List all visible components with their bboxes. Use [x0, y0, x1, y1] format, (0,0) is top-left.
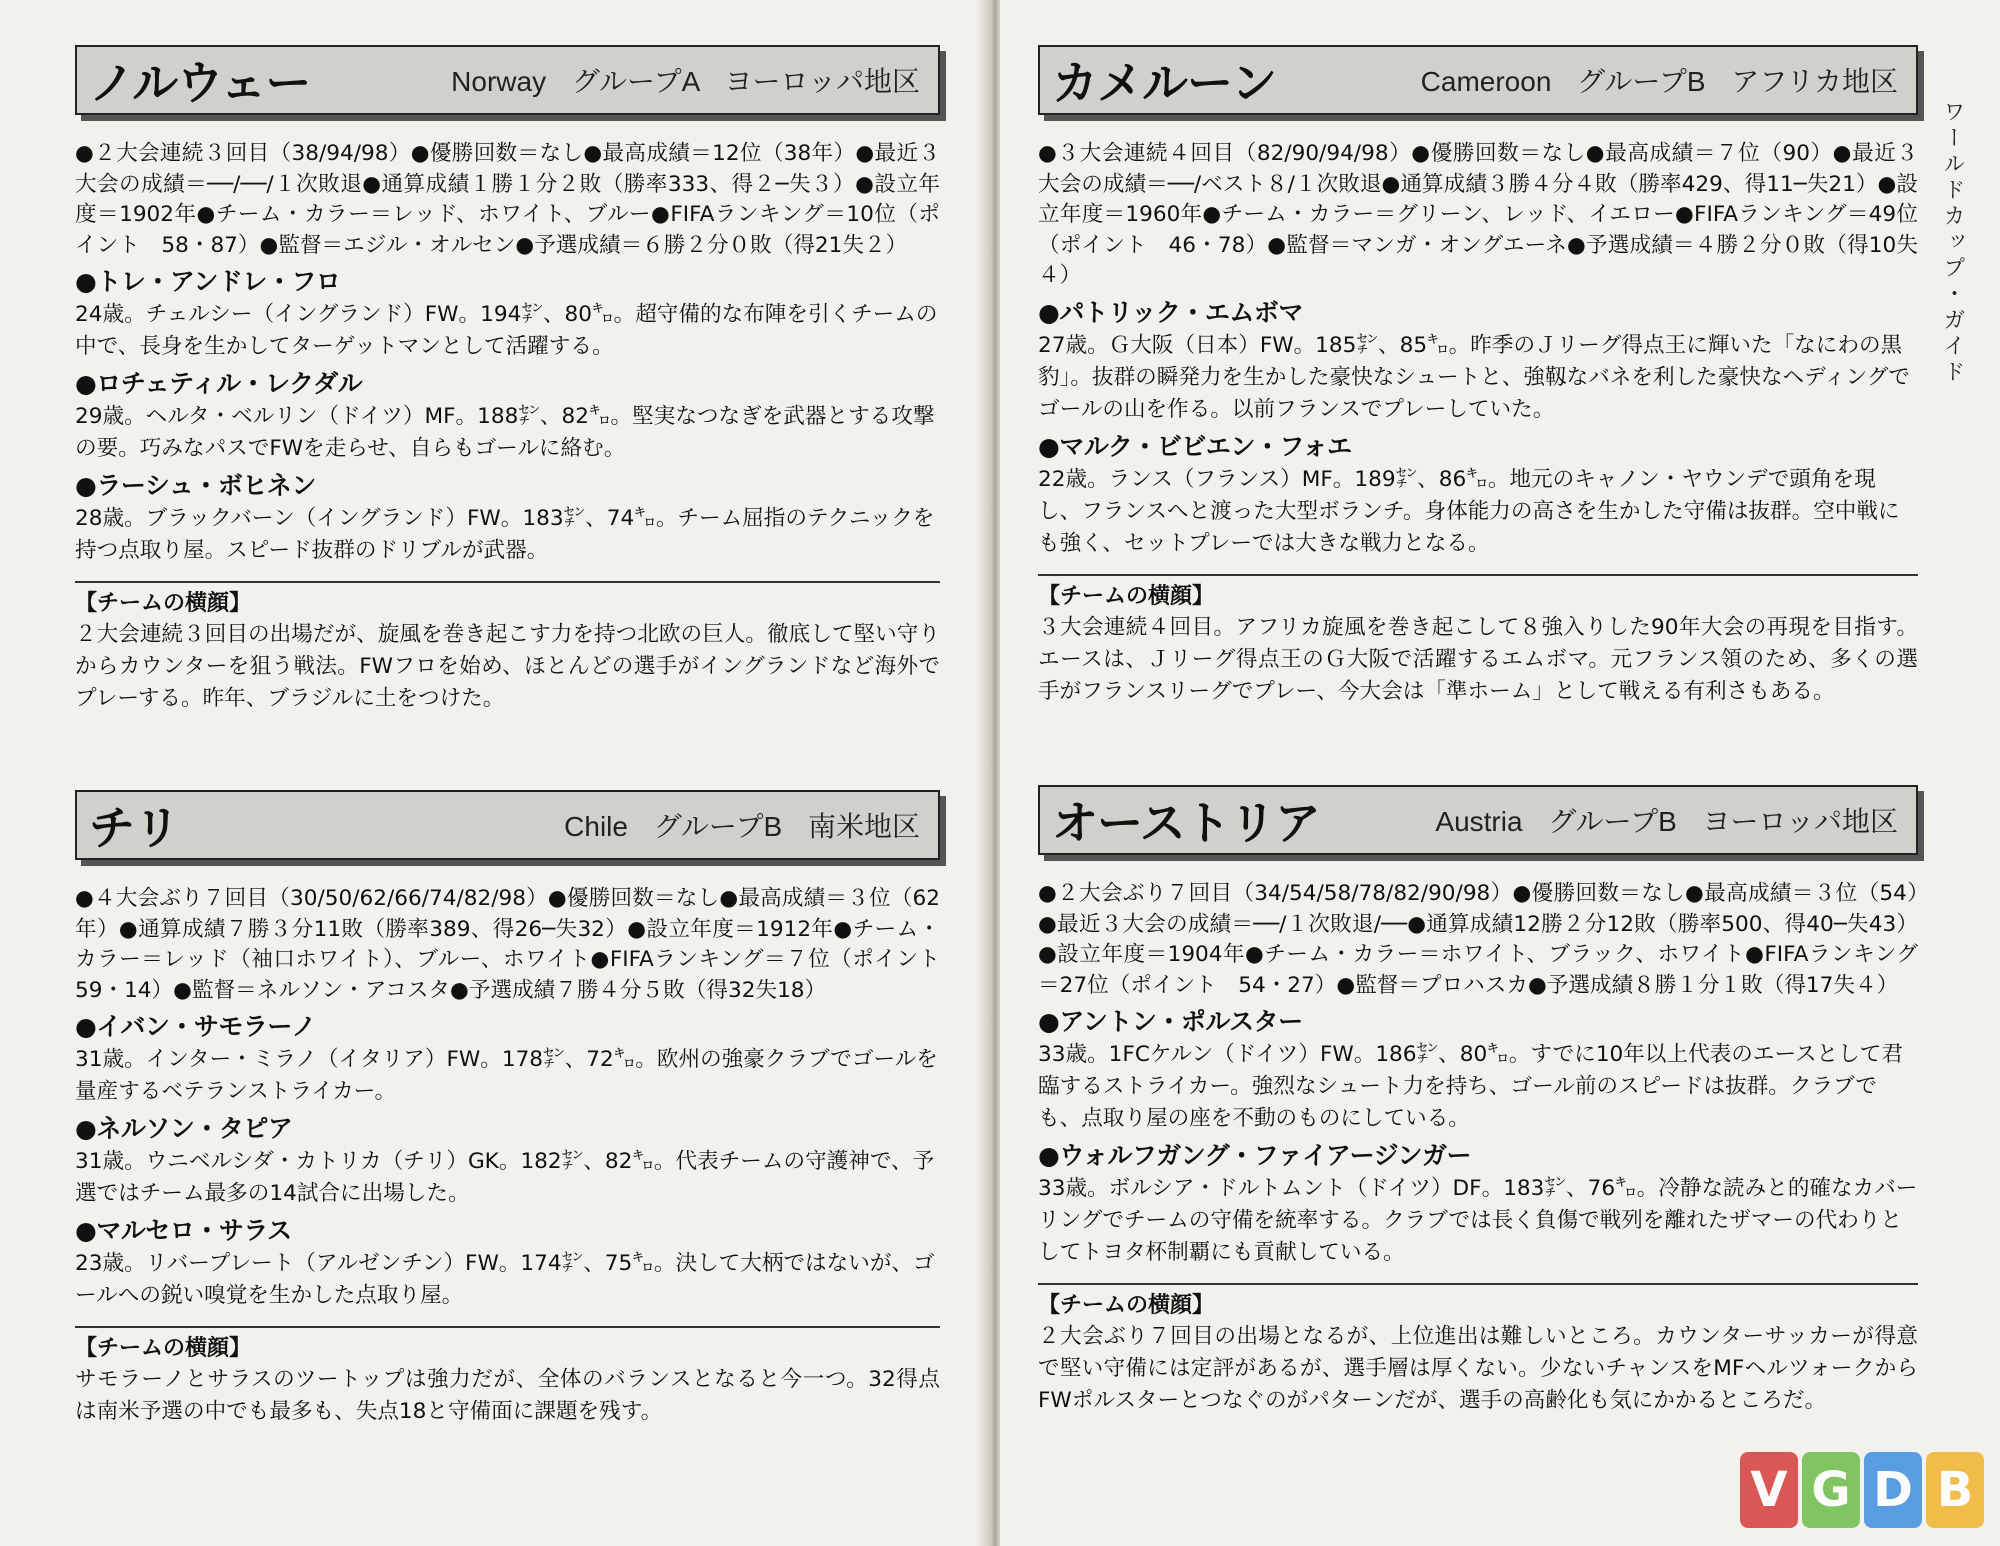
player-name: ●アントン・ポルスター	[1038, 1007, 1303, 1036]
country-name: オーストリア	[1052, 796, 1320, 850]
player-entry	[75, 1214, 940, 1312]
region-label: 南米地区	[807, 811, 920, 842]
player-desc: 22歳。ランス（フランス）MF。189㌢、86㌔。地元のキャノン・ヤウンデで頭角を現し、フランスへと渡った大型ボランチ。身体能力の高さを生かした守備は抜群。空中戦にも強く、セットプレーでは大きな戦力となる。	[1038, 466, 1900, 556]
vgdb-watermark-logo	[1740, 1452, 1984, 1528]
player-desc: 31歳。ウニベルシダ・カトリカ（チリ）GK。182㌢、82㌔。代表チームの守護神で、予選ではチーム最多の14試合に出場した。	[75, 1149, 935, 1206]
player-name: ●パトリック・エムボマ	[1038, 297, 1303, 327]
team-data: ●２大会連続３回目（38/94/98）●優勝回数＝なし●最高成績＝12位（38年）●最近３大会の成績＝──/──/１次敗退●通算成績１勝１分２敗（勝率333、得２─失３）●設立年度＝1902年●チーム・カラー＝レッド、ホワイト、ブルー●FIFAランキング＝10位（ポイント 58・87）●監督＝エジル・オルセン●予選成績＝６勝２分０敗（得21失２）	[75, 141, 940, 258]
team-data: ●２大会ぶり７回目（34/54/58/78/82/90/98）●優勝回数＝なし●最高成績＝３位（54）●最近３大会の成績＝──/１次敗退/──●通算成績12勝２分12敗（勝率500、得40─失43）●設立年度＝1904年●チーム・カラー＝ホワイト、ブラック、ホワイト●FIFAランキング＝27位（ポイント 54・27）●監督＝プロハスカ●予選成績８勝１分１敗（得17失４）	[1038, 881, 1918, 998]
team-profile-text: サモラーノとサラスのツートップは強力だが、全体のバランスとなると今一つ。32得点は南米予選の中でも最多も、失点18と守備面に課題を残す。	[75, 1367, 940, 1424]
player-name: ●ウォルフガング・ファイアージンガー	[1038, 1141, 1471, 1170]
player-entry	[75, 367, 940, 465]
player-entry	[75, 265, 940, 363]
left-page	[0, 0, 985, 1546]
country-info	[546, 805, 920, 845]
country-header-cameroon	[1038, 45, 1918, 115]
right-page	[1000, 0, 2000, 1546]
player-entry	[1038, 296, 1918, 426]
player-desc: 31歳。インター・ミラノ（イタリア）FW。178㌢、72㌔。欧州の強豪クラブでゴールを量産するベテランストライカー。	[75, 1047, 938, 1104]
region-label: ヨーロッパ地区	[724, 66, 920, 97]
player-entry	[1038, 430, 1918, 560]
team-profile	[1038, 574, 1918, 708]
side-running-title: ワールドカップ・ガイド	[1940, 100, 1965, 386]
austria-section	[1038, 785, 1918, 1417]
group-label: グループB	[1577, 66, 1706, 97]
chile-section	[75, 790, 962, 1428]
player-entry	[75, 1112, 940, 1210]
country-info	[433, 60, 920, 100]
country-name: ノルウェー	[89, 56, 311, 110]
country-name: チリ	[89, 801, 179, 855]
country-header-norway	[75, 45, 940, 115]
watermark-letter: D	[1864, 1452, 1922, 1528]
player-desc: 24歳。チェルシー（イングランド）FW。194㌢、80㌔。超守備的な布陣を引くチームの中で、長身を生かしてターゲットマンとして活躍する。	[75, 302, 938, 359]
team-profile-title: 【チームの横顔】	[1038, 583, 1215, 609]
player-desc: 33歳。1FCケルン（ドイツ）FW。186㌢、80㌔。すでに10年以上代表のエースとして君臨するストライカー。強烈なシュート力を持ち、ゴール前のスピードは抜群。クラブでも、点取り屋の座を不動のものにしている。	[1038, 1042, 1903, 1131]
player-entry	[75, 469, 940, 567]
group-label: グループA	[571, 66, 699, 97]
player-name: ●イバン・サモラーノ	[75, 1012, 316, 1041]
team-data: ●４大会ぶり７回目（30/50/62/66/74/82/98）●優勝回数＝なし●最高成績＝３位（62年）●通算成績７勝３分11敗（勝率389、得26─失32）●設立年度＝1912年●チーム・カラー＝レッド（袖口ホワイト）、ブルー、ホワイト●FIFAランキング＝７位（ポイント 59・14）●監督＝ネルソン・アコスタ●予選成績７勝４分５敗（得32失18）	[75, 886, 962, 1003]
player-name: ●ネルソン・タピア	[75, 1114, 293, 1143]
team-profile-text: ２大会ぶり７回目の出場となるが、上位進出は難しいところ。カウンターサッカーが得意で堅い守備には定評があるが、選手層は厚くない。少ないチャンスをMFヘルツォークからFWポルスターとつなぐのがパターンだが、選手の高齢化も気にかかるところだ。	[1038, 1324, 1918, 1413]
player-name: ●マルク・ビビエン・フォエ	[1038, 431, 1352, 461]
team-profile-text: ２大会連続３回目の出場だが、旋風を巻き起こす力を持つ北欧の巨人。徹底して堅い守りからカウンターを狙う戦法。FWフロを始め、ほとんどの選手がイングランドなど海外でプレーする。昨年、ブラジルに土をつけた。	[75, 622, 940, 711]
player-desc: 33歳。ボルシア・ドルトムント（ドイツ）DF。183㌢、76㌔。冷静な読みと的確なカバーリングでチームの守備を統率する。クラブでは長く負傷で戦列を離れたザマーの代わりとしてトヨタ杯制覇にも貢献している。	[1038, 1176, 1918, 1265]
player-name: ●ロチェティル・レクダル	[75, 369, 363, 398]
player-desc: 27歳。Ｇ大阪（日本）FW。185㌢、85㌔。昨季のＪリーグ得点王に輝いた「なにわの黒豹」。抜群の瞬発力を生かした豪快なシュートと、強靱なバネを利した豪快なヘディングでゴールの山を作る。以前フランスでプレーしていた。	[1038, 332, 1910, 422]
team-profile	[75, 581, 940, 715]
country-info	[1403, 60, 1898, 100]
watermark-letter: G	[1802, 1452, 1860, 1528]
team-data: ●３大会連続４回目（82/90/94/98）●優勝回数＝なし●最高成績＝７位（90）●最近３大会の成績＝──/ベスト８/１次敗退●通算成績３勝４分４敗（勝率429、得11─失21）●設立年度＝1960年●チーム・カラー＝グリーン、レッド、イエロー●FIFAランキング＝49位（ポイント 46・78）●監督＝マンガ・オングエーネ●予選成績＝４勝２分０敗（得10失４）	[1038, 141, 1918, 288]
player-name: ●マルセロ・サラス	[75, 1216, 292, 1245]
country-name-en: Chile	[564, 811, 628, 842]
team-profile	[75, 1326, 940, 1428]
norway-section	[75, 45, 940, 715]
team-profile-text: ３大会連続４回目。アフリカ旋風を巻き起こして８強入りした90年大会の再現を目指す。エースは、Ｊリーグ得点王のＧ大阪で活躍するエムボマ。元フランス領のため、多くの選手がフランスリーグでプレー、今大会は「準ホーム」として戦える有利さもある。	[1038, 614, 1918, 704]
country-name-en: Austria	[1435, 806, 1523, 837]
group-label: グループB	[1548, 806, 1677, 837]
group-label: グループB	[653, 811, 783, 842]
region-label: ヨーロッパ地区	[1702, 806, 1898, 837]
player-name: ●トレ・アンドレ・フロ	[75, 267, 341, 296]
player-desc: 29歳。ヘルタ・ベルリン（ドイツ）MF。188㌢、82㌔。堅実なつなぎを武器とする攻撃の要。巧みなパスでFWを走らせ、自らもゴールに絡む。	[75, 404, 935, 461]
team-profile-title: 【チームの横顔】	[1038, 1293, 1215, 1318]
player-entry	[1038, 1005, 1918, 1135]
team-profile-title: 【チームの横顔】	[75, 591, 252, 616]
team-profile	[1038, 1283, 1918, 1417]
country-info	[1417, 800, 1898, 840]
player-entry	[1038, 1139, 1918, 1269]
country-header-austria	[1038, 785, 1918, 855]
country-name: カメルーン	[1052, 56, 1277, 110]
country-name-en: Norway	[451, 66, 547, 97]
country-header-chile	[75, 790, 940, 860]
watermark-letter: B	[1926, 1452, 1984, 1528]
cameroon-section	[1038, 45, 1918, 708]
region-label: アフリカ地区	[1731, 66, 1898, 97]
team-profile-title: 【チームの横顔】	[75, 1336, 252, 1361]
player-entry	[75, 1010, 940, 1108]
player-name: ●ラーシュ・ボヒネン	[75, 471, 316, 500]
player-desc: 23歳。リバープレート（アルゼンチン）FW。174㌢、75㌔。決して大柄ではないが、ゴールへの鋭い嗅覚を生かした点取り屋。	[75, 1251, 935, 1308]
watermark-letter: V	[1740, 1452, 1798, 1528]
player-desc: 28歳。ブラックバーン（イングランド）FW。183㌢、74㌔。チーム屈指のテクニックを持つ点取り屋。スピード抜群のドリブルが武器。	[75, 506, 935, 563]
country-name-en: Cameroon	[1420, 66, 1552, 97]
